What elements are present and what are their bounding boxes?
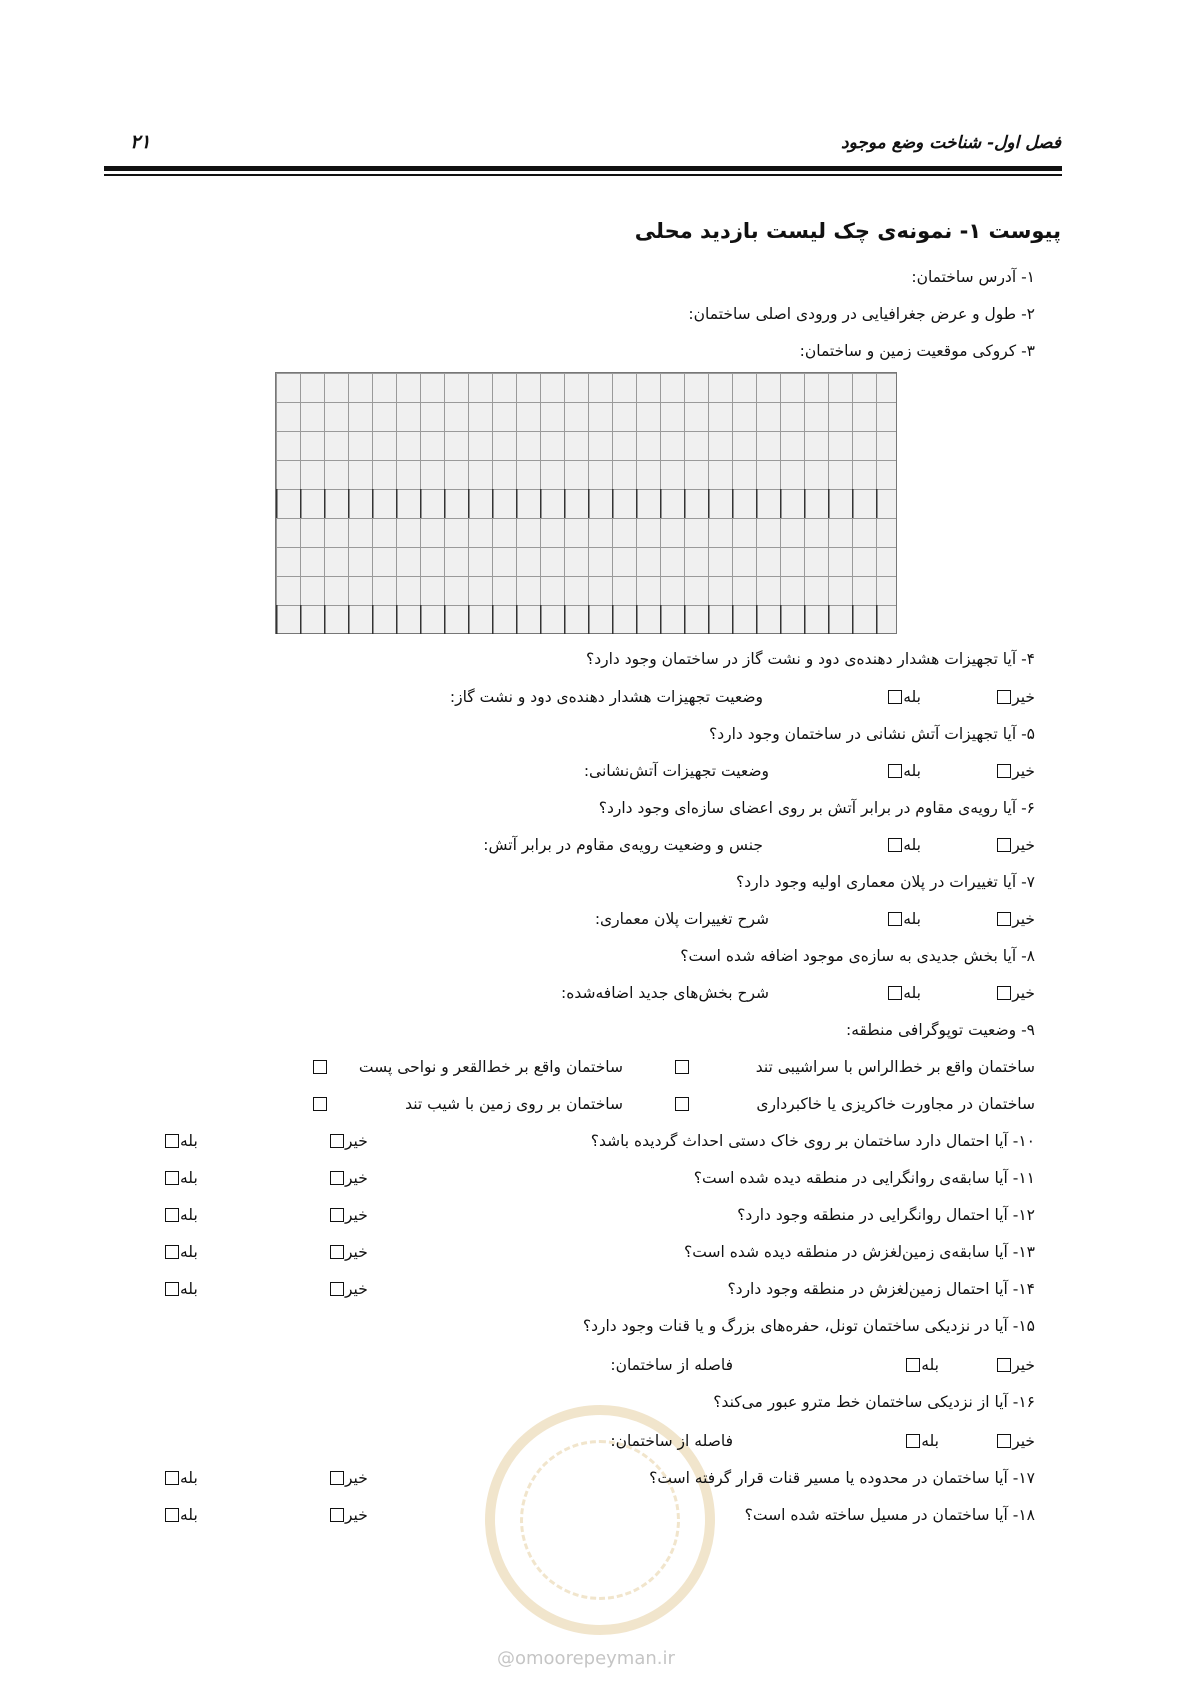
q5-detail: وضعیت تجهیزات آتش‌نشانی: (583, 762, 769, 780)
q9-ridge-checkbox[interactable] (675, 1060, 689, 1074)
yes-label: بله (921, 1432, 939, 1450)
no-label: خیر (1012, 910, 1035, 928)
yes-label: بله (903, 688, 921, 706)
question-10: ۱۰- آیا احتمال دارد ساختمان بر روی خاک دستی احداث گردیده باشد؟ (590, 1132, 1035, 1150)
sketch-grid[interactable] (275, 372, 897, 634)
q4-detail: وضعیت تجهیزات هشدار دهنده‌ی دود و نشت گاز: (449, 688, 763, 706)
q13-yes-option[interactable] (165, 1243, 198, 1261)
yes-checkbox[interactable] (888, 764, 902, 778)
yes-label: بله (180, 1132, 198, 1150)
no-checkbox[interactable] (997, 1434, 1011, 1448)
q10-no-option[interactable] (330, 1132, 368, 1150)
q4-no-option[interactable] (997, 688, 1035, 706)
q12-no-option[interactable] (330, 1206, 368, 1224)
q7-detail: شرح تغییرات پلان معماری: (594, 910, 769, 928)
q6-yes-option[interactable] (888, 836, 921, 854)
q6-no-option[interactable] (997, 836, 1035, 854)
q7-yes-option[interactable] (888, 910, 921, 928)
q4-yes-option[interactable] (888, 688, 921, 706)
no-label: خیر (1012, 1356, 1035, 1374)
at-icon: @ (497, 1648, 515, 1669)
q8-yes-option[interactable] (888, 984, 921, 1002)
yes-checkbox[interactable] (888, 912, 902, 926)
q9-option-valley: ساختمان واقع بر خط‌القعر و نواحی پست (358, 1058, 623, 1076)
yes-checkbox[interactable] (165, 1134, 179, 1148)
q17-yes-option[interactable] (165, 1469, 198, 1487)
question-9: ۹- وضعیت توپوگرافی منطقه: (846, 1021, 1035, 1039)
yes-label: بله (180, 1243, 198, 1261)
q9-option-fill: ساختمان در مجاورت خاکریزی یا خاکبرداری (756, 1095, 1035, 1113)
q9-option-ridge: ساختمان واقع بر خط‌الراس با سراشیبی تند (755, 1058, 1035, 1076)
no-checkbox[interactable] (330, 1208, 344, 1222)
yes-checkbox[interactable] (888, 690, 902, 704)
question-1: ۱- آدرس ساختمان: (911, 268, 1035, 286)
no-label: خیر (345, 1206, 368, 1224)
no-label: خیر (345, 1243, 368, 1261)
question-5: ۵- آیا تجهیزات آتش نشانی در ساختمان وجود دارد؟ (709, 725, 1035, 743)
yes-checkbox[interactable] (165, 1282, 179, 1296)
chapter-title: فصل اول- شناخت وضع موجود (841, 133, 1061, 153)
question-3: ۳- کروکی موقعیت زمین و ساختمان: (799, 342, 1035, 360)
q9-fill-checkbox[interactable] (675, 1097, 689, 1111)
yes-checkbox[interactable] (165, 1171, 179, 1185)
question-14: ۱۴- آیا احتمال زمین‌لغزش در منطقه وجود دارد؟ (727, 1280, 1035, 1298)
q8-detail: شرح بخش‌های جدید اضافه‌شده: (561, 984, 769, 1002)
no-label: خیر (345, 1506, 368, 1524)
yes-label: بله (180, 1206, 198, 1224)
question-13: ۱۳- آیا سابقه‌ی زمین‌لغزش در منطقه دیده شده است؟ (684, 1243, 1035, 1261)
q8-no-option[interactable] (997, 984, 1035, 1002)
no-label: خیر (1012, 984, 1035, 1002)
q18-yes-option[interactable] (165, 1506, 198, 1524)
yes-checkbox[interactable] (165, 1508, 179, 1522)
q13-no-option[interactable] (330, 1243, 368, 1261)
question-7: ۷- آیا تغییرات در پلان معماری اولیه وجود دارد؟ (736, 873, 1035, 891)
section-title: پیوست ۱- نمونه‌ی چک لیست بازدید محلی (634, 219, 1061, 243)
q16-yes-option[interactable] (906, 1432, 939, 1450)
yes-checkbox[interactable] (888, 986, 902, 1000)
q12-yes-option[interactable] (165, 1206, 198, 1224)
q17-no-option[interactable] (330, 1469, 368, 1487)
no-checkbox[interactable] (330, 1134, 344, 1148)
question-15: ۱۵- آیا در نزدیکی ساختمان تونل، حفره‌های بزرگ و یا قنات وجود دارد؟ (582, 1317, 1035, 1335)
q9-valley-checkbox[interactable] (313, 1060, 327, 1074)
no-label: خیر (1012, 836, 1035, 854)
q11-no-option[interactable] (330, 1169, 368, 1187)
no-label: خیر (345, 1132, 368, 1150)
yes-label: بله (180, 1469, 198, 1487)
q15-detail: فاصله از ساختمان: (610, 1356, 733, 1374)
q10-yes-option[interactable] (165, 1132, 198, 1150)
header-rule-thin (104, 174, 1062, 176)
question-11: ۱۱- آیا سابقه‌ی روانگرایی در منطقه دیده شده است؟ (693, 1169, 1035, 1187)
q15-no-option[interactable] (997, 1356, 1035, 1374)
q7-no-option[interactable] (997, 910, 1035, 928)
page-number: ۲۱ (130, 131, 151, 153)
no-checkbox[interactable] (997, 986, 1011, 1000)
yes-label: بله (921, 1356, 939, 1374)
question-4: ۴- آیا تجهیزات هشدار دهنده‌ی دود و نشت گاز در ساختمان وجود دارد؟ (586, 650, 1035, 668)
question-2: ۲- طول و عرض جغرافیایی در ورودی اصلی ساختمان: (688, 305, 1035, 323)
no-checkbox[interactable] (330, 1508, 344, 1522)
no-checkbox[interactable] (330, 1245, 344, 1259)
no-checkbox[interactable] (330, 1171, 344, 1185)
yes-checkbox[interactable] (165, 1245, 179, 1259)
no-label: خیر (1012, 1432, 1035, 1450)
no-label: خیر (1012, 762, 1035, 780)
no-label: خیر (345, 1469, 368, 1487)
q5-yes-option[interactable] (888, 762, 921, 780)
q16-no-option[interactable] (997, 1432, 1035, 1450)
no-checkbox[interactable] (997, 912, 1011, 926)
q15-yes-option[interactable] (906, 1356, 939, 1374)
yes-checkbox[interactable] (906, 1434, 920, 1448)
question-6: ۶- آیا رویه‌ی مقاوم در برابر آتش بر روی اعضای سازه‌ای وجود دارد؟ (598, 799, 1035, 817)
question-17: ۱۷- آیا ساختمان در محدوده یا مسیر قنات قرار گرفته است؟ (649, 1469, 1035, 1487)
watermark-site (497, 1648, 675, 1669)
no-checkbox[interactable] (997, 764, 1011, 778)
no-label: خیر (345, 1280, 368, 1298)
no-label: خیر (1012, 688, 1035, 706)
question-16: ۱۶- آیا از نزدیکی ساختمان خط مترو عبور می‌کند؟ (713, 1393, 1035, 1411)
q14-no-option[interactable] (330, 1280, 368, 1298)
no-label: خیر (345, 1169, 368, 1187)
yes-checkbox[interactable] (906, 1358, 920, 1372)
q9-slope-checkbox[interactable] (313, 1097, 327, 1111)
watermark-site-text: omoorepeyman.ir (515, 1648, 675, 1669)
yes-checkbox[interactable] (165, 1471, 179, 1485)
yes-label: بله (903, 762, 921, 780)
yes-label: بله (903, 836, 921, 854)
q6-detail: جنس و وضعیت رویه‌ی مقاوم در برابر آتش: (483, 836, 763, 854)
yes-label: بله (180, 1280, 198, 1298)
yes-label: بله (903, 984, 921, 1002)
yes-label: بله (180, 1169, 198, 1187)
yes-label: بله (903, 910, 921, 928)
q18-no-option[interactable] (330, 1506, 368, 1524)
question-8: ۸- آیا بخش جدیدی به سازه‌ی موجود اضافه شده است؟ (680, 947, 1035, 965)
question-18: ۱۸- آیا ساختمان در مسیل ساخته شده است؟ (744, 1506, 1035, 1524)
yes-checkbox[interactable] (888, 838, 902, 852)
yes-checkbox[interactable] (165, 1208, 179, 1222)
q9-option-slope: ساختمان بر روی زمین با شیب تند (405, 1095, 623, 1113)
q11-yes-option[interactable] (165, 1169, 198, 1187)
yes-label: بله (180, 1506, 198, 1524)
no-checkbox[interactable] (997, 1358, 1011, 1372)
header-rule-thick (104, 166, 1062, 171)
no-checkbox[interactable] (997, 838, 1011, 852)
no-checkbox[interactable] (997, 690, 1011, 704)
q5-no-option[interactable] (997, 762, 1035, 780)
no-checkbox[interactable] (330, 1471, 344, 1485)
question-12: ۱۲- آیا احتمال روانگرایی در منطقه وجود دارد؟ (737, 1206, 1035, 1224)
q14-yes-option[interactable] (165, 1280, 198, 1298)
no-checkbox[interactable] (330, 1282, 344, 1296)
q16-detail: فاصله از ساختمان: (610, 1432, 733, 1450)
